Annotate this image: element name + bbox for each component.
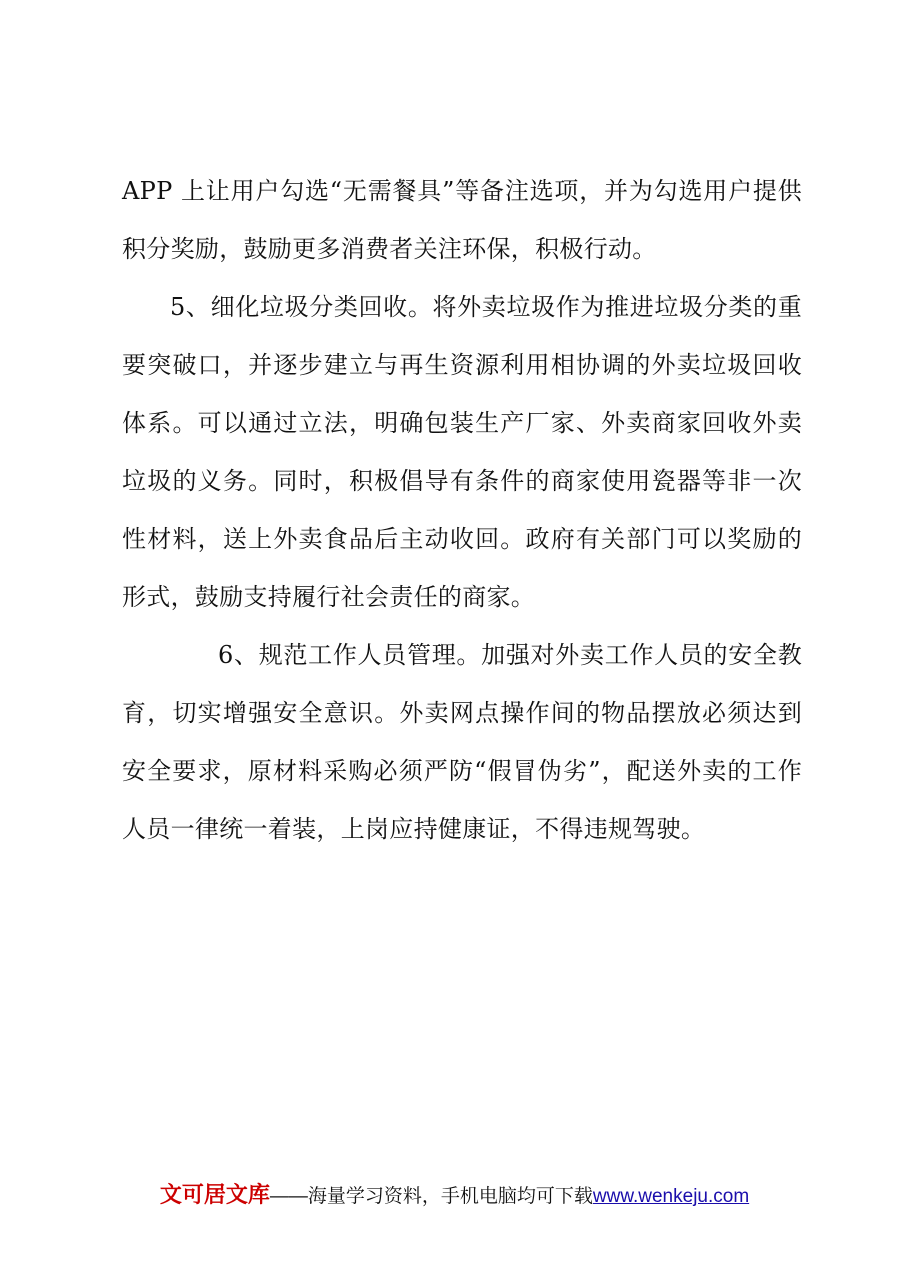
footer-tagline: ——海量学习资料，手机电脑均可下载 [269,1186,593,1207]
brand-name: 文可居文库 [159,1182,270,1207]
paragraph-app-options: APP 上让用户勾选“无需餐具”等备注选项，并为勾选用户提供积分奖励，鼓励更多消费者关注环保，积极行动。 [122,177,802,263]
document-body [122,162,802,858]
paragraph-staff-management: 6、规范工作人员管理。加强对外卖工作人员的安全教育，切实增强安全意识。外卖网点操作间的物品摆放必须达到安全要求，原材料采购必须严防“假冒伪劣”，配送外卖的工作人员一律统一着装，上岗应持健康证，不得违规驾驶。 [122,641,802,843]
page-footer [0,1180,909,1212]
website-link[interactable]: www.wenkeju.com [592,1186,750,1207]
paragraph-garbage-sorting: 5、细化垃圾分类回收。将外卖垃圾作为推进垃圾分类的重要突破口，并逐步建立与再生资源利用相协调的外卖垃圾回收体系。可以通过立法，明确包装生产厂家、外卖商家回收外卖垃圾的义务。同时，积极倡导有条件的商家使用瓷器等非一次性材料，送上外卖食品后主动收回。政府有关部门可以奖励的形式，鼓励支持履行社会责任的商家。 [122,293,802,611]
